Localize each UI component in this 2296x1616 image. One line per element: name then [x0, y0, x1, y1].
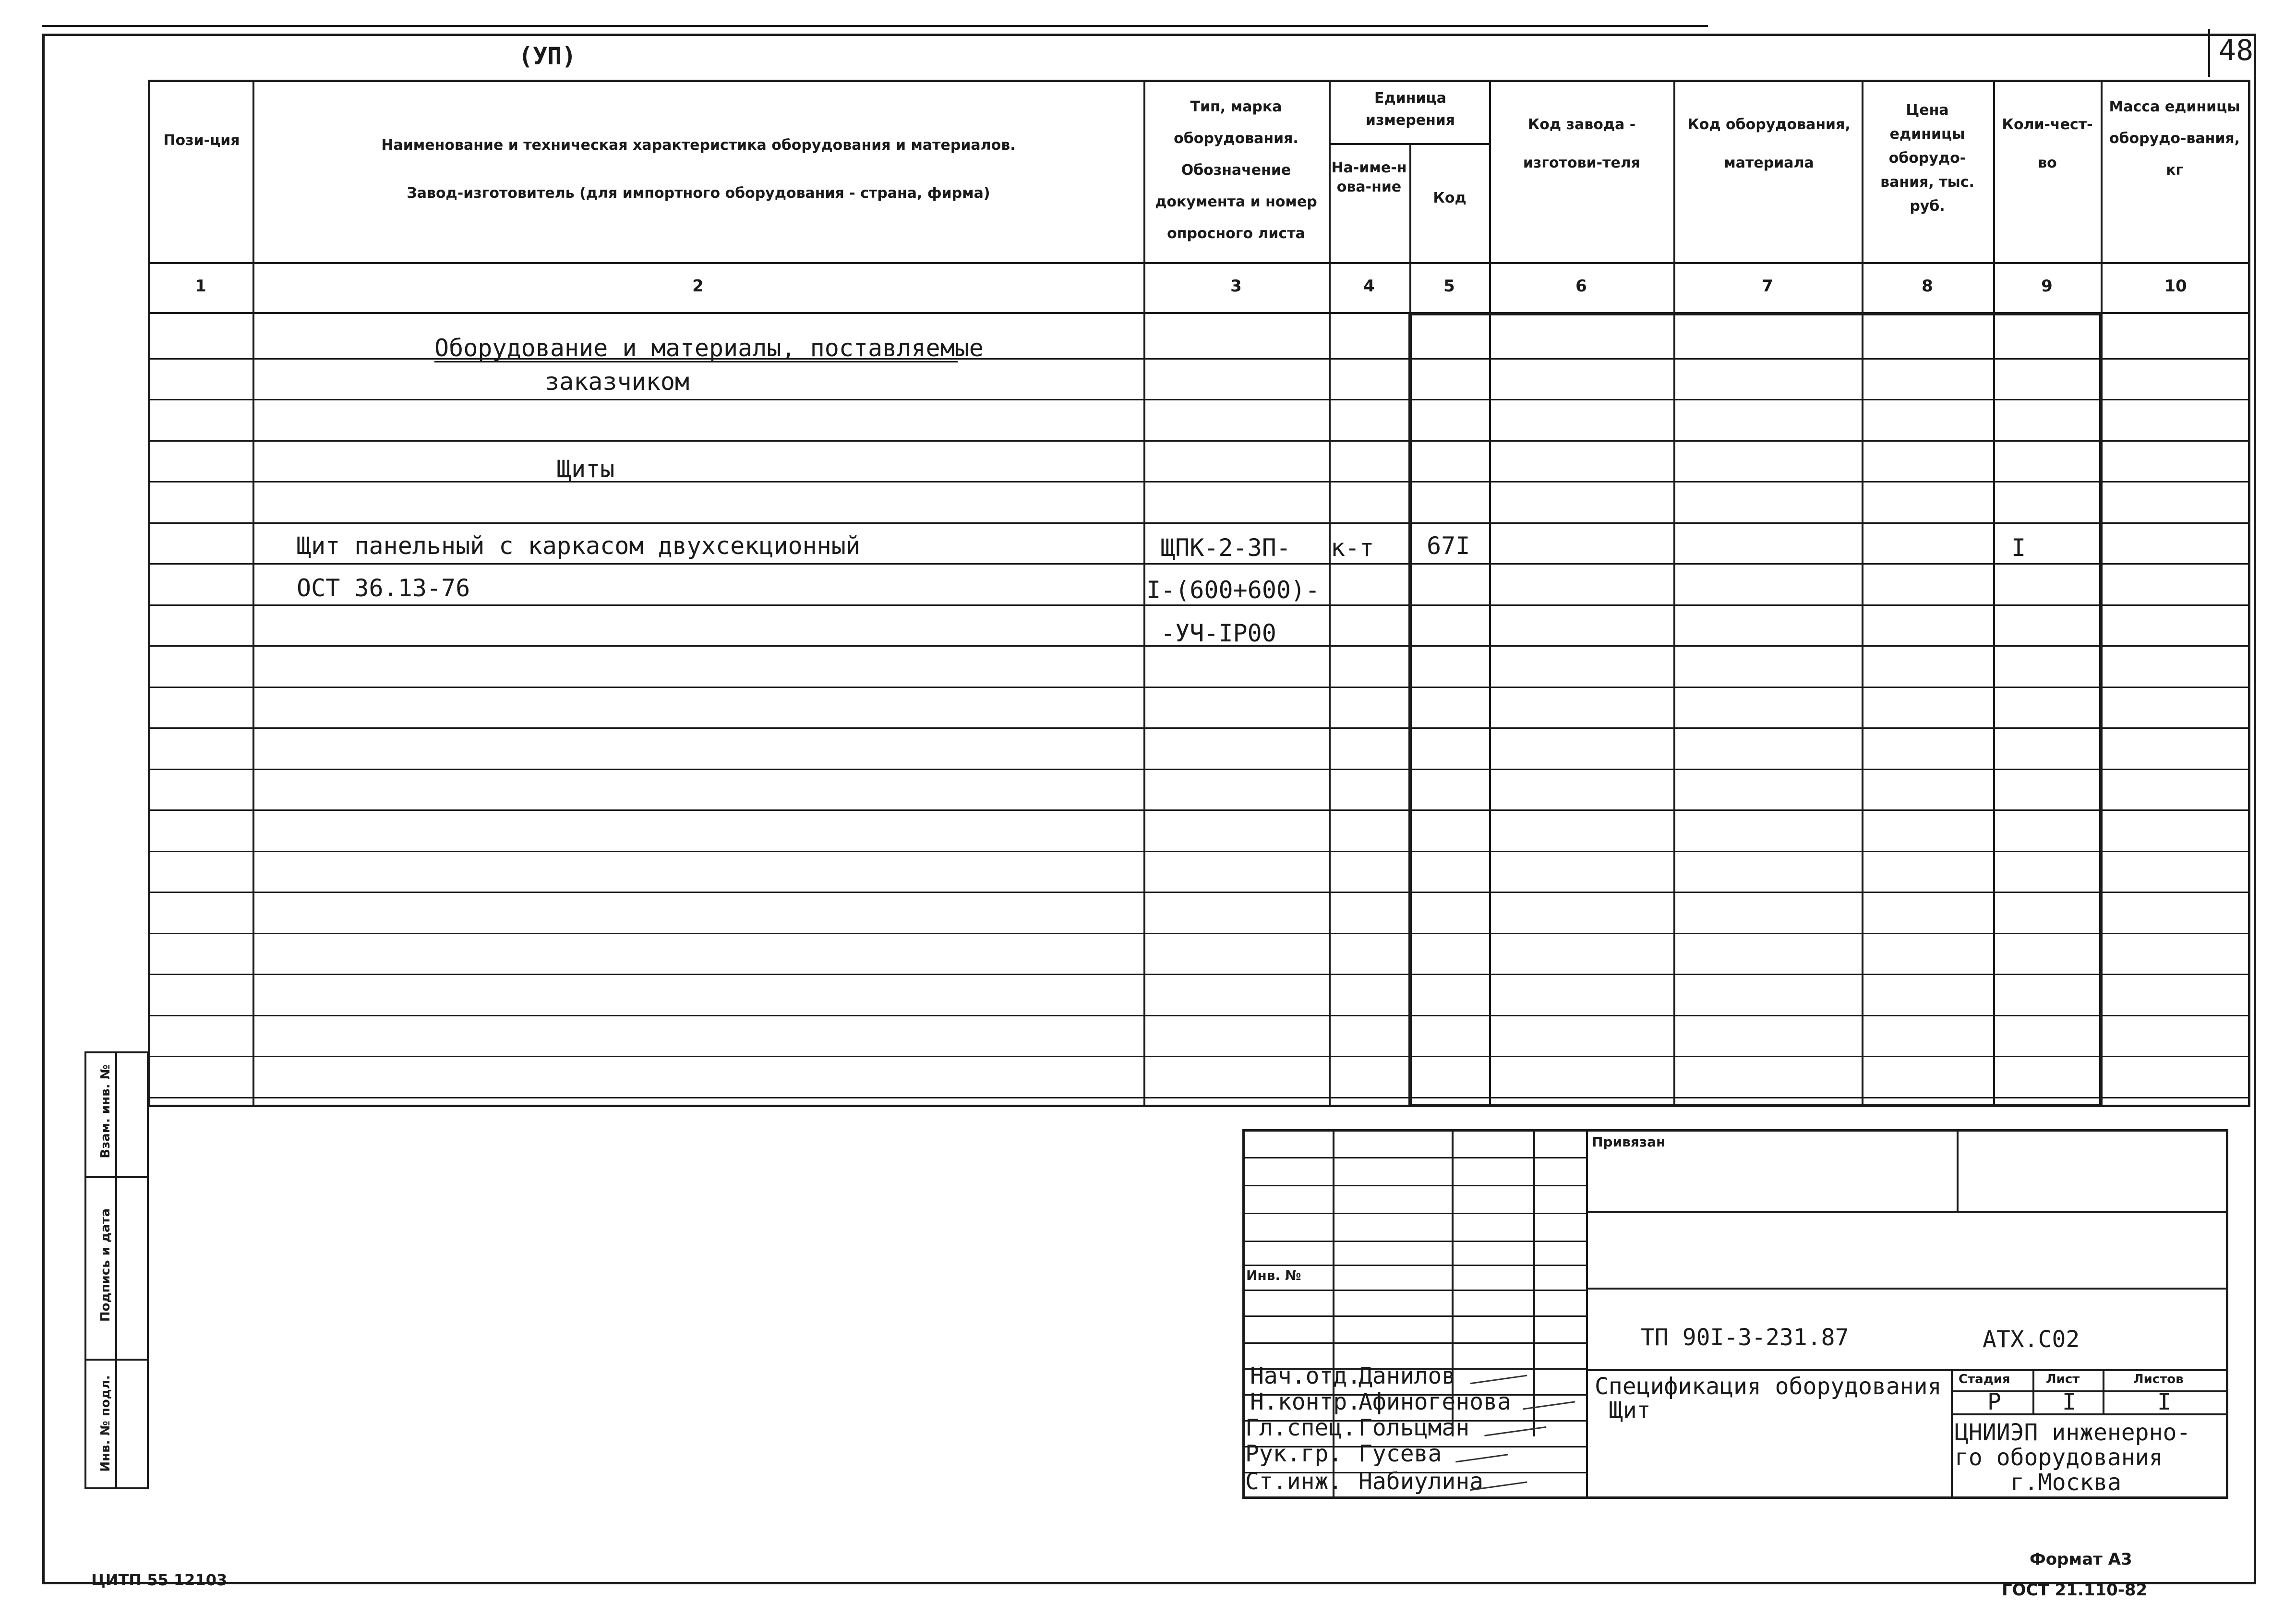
cols-5-9-box: [1408, 312, 2103, 1107]
tb-right-bound-divider: [1957, 1129, 1959, 1211]
item-unit: к-т: [1331, 534, 1374, 562]
title-block-left-row-line: [1242, 1290, 1586, 1291]
sig-name-5: Набиулина: [1358, 1468, 1484, 1495]
body-row-line: [148, 522, 2250, 524]
title-block-left-row-line: [1242, 1241, 1586, 1242]
title-block-left-row-line: [1242, 1185, 1586, 1186]
item-name-line1: Щит панельный с каркасом двухсекционный: [297, 532, 860, 560]
title-block-left-row-line: [1242, 1342, 1586, 1344]
printer-mark: ЦИТП 55 12103: [91, 1571, 228, 1589]
side-sign-date: Подпись и дата: [98, 1208, 113, 1322]
unit-group-line: [1329, 143, 1489, 145]
org-line1: ЦНИИЭП инженерно-: [1955, 1419, 2191, 1446]
colnum-5: 5: [1443, 277, 1455, 296]
side-stamp-line-1: [84, 1176, 149, 1178]
item-quantity: I: [2011, 534, 2026, 562]
sheets-value: I: [2157, 1388, 2171, 1415]
header-equipment-code: Код оборудования, материала: [1687, 116, 1851, 171]
sig-role-3: Гл.спец.: [1245, 1414, 1357, 1441]
side-stamp-divider: [115, 1051, 117, 1489]
header-factory-code: Код завода - изготови-теля: [1523, 116, 1641, 171]
body-row-line: [148, 1097, 2250, 1098]
colnum-10: 10: [2164, 277, 2187, 296]
sig-role-5: Ст.инж.: [1245, 1468, 1343, 1495]
header-name-line2: Завод-изготовитель (для импортного оборудования - страна, фирма): [407, 185, 990, 202]
body-row-line: [148, 892, 2250, 893]
sig-name-1: Данилов: [1358, 1363, 1456, 1389]
colnum-7: 7: [1762, 277, 1773, 296]
item-unit-code: 67I: [1427, 532, 1470, 560]
body-row-line: [148, 687, 2250, 688]
group-title: Щиты: [557, 455, 615, 483]
item-type-line1: ЩПК-2-3П-: [1161, 534, 1291, 562]
body-row-line: [148, 440, 2250, 442]
col-line-2: [1143, 80, 1145, 1107]
header-mass: Масса единицы оборудо-вания, кг: [2109, 98, 2240, 179]
org-line3: г.Москва: [2010, 1469, 2122, 1496]
header-position: Пози-ция: [163, 132, 240, 149]
header-unit-code: Код: [1433, 190, 1467, 206]
sig-name-3: Гольцман: [1358, 1414, 1470, 1441]
body-row-line: [148, 727, 2250, 729]
col-line-3: [1329, 80, 1331, 1107]
stage-value: Р: [1987, 1388, 2001, 1415]
body-row-line: [148, 563, 2250, 565]
body-row-line: [148, 933, 2250, 934]
colnum-1: 1: [195, 277, 206, 296]
item-type-line2: I-(600+600)-: [1146, 576, 1320, 604]
body-row-line: [148, 851, 2250, 852]
colnum-3: 3: [1230, 277, 1242, 296]
doc-title-line1: Спецификация оборудования: [1595, 1373, 1942, 1400]
side-replace-inv: Взам. инв. №: [98, 1064, 113, 1158]
body-row-line: [148, 974, 2250, 975]
title-block-right-row-line: [1586, 1211, 2228, 1213]
sig-role-4: Рук.гр.: [1245, 1440, 1343, 1467]
sheet-value: I: [2062, 1388, 2076, 1415]
sig-role-1: Нач.отд.: [1250, 1363, 1361, 1389]
title-block-left-row-line: [1242, 1213, 1586, 1214]
page-number: 48: [2219, 34, 2254, 67]
item-type-line3: -УЧ-IР00: [1161, 619, 1276, 647]
side-inv-orig: Инв. № подл.: [98, 1375, 113, 1472]
colnum-6: 6: [1575, 277, 1587, 296]
body-row-line: [148, 809, 2250, 811]
title-block-left-row-line: [1242, 1157, 1586, 1158]
gost-label: ГОСТ 21.110-82: [2002, 1580, 2148, 1600]
inv-label: Инв. №: [1246, 1267, 1301, 1283]
tb-left-col-3: [1533, 1129, 1535, 1436]
doc-mark: АТХ.С02: [1983, 1326, 2080, 1353]
title-block-right-row-line: [1586, 1369, 2228, 1371]
top-rule: [42, 25, 1708, 27]
colnum-8: 8: [1922, 277, 1933, 296]
body-row-line: [148, 604, 2250, 606]
stage-label: Стадия: [1959, 1372, 2010, 1387]
title-block-left-row-line: [1242, 1315, 1586, 1317]
sheets-label: Листов: [2133, 1372, 2184, 1387]
title-block-right-row-line: [1586, 1288, 2228, 1290]
org-line2: го оборудования: [1955, 1444, 2163, 1471]
colnum-2: 2: [692, 277, 704, 296]
header-quantity: Коли-чест-во: [2002, 116, 2093, 171]
doc-title-line2: Щит: [1609, 1397, 1651, 1424]
colnum-9: 9: [2041, 277, 2053, 296]
header-unit-name: На-име-нова-ние: [1331, 159, 1407, 195]
section-title-underline: [434, 361, 958, 362]
header-unit-group: Единица измерения: [1365, 90, 1455, 129]
section-title-line1: Оборудование и материалы, поставляемые: [434, 334, 984, 362]
title-block-left-row-line: [1242, 1265, 1586, 1266]
header-name-line1: Наименование и техническая характеристика оборудования и материалов.: [381, 137, 1016, 154]
body-row-line: [148, 1056, 2250, 1057]
tb-left-col-4: [1586, 1129, 1588, 1499]
colnum-4: 4: [1363, 277, 1375, 296]
sig-role-2: Н.контр.: [1250, 1388, 1361, 1415]
header-type: Тип, марка оборудования. Обозначение документа и номер опросного листа: [1155, 98, 1317, 242]
section-title-line2: заказчиком: [545, 368, 690, 396]
item-name-line2: ОСТ 36.13-76: [297, 574, 470, 602]
doc-code: ТП 90I-3-231.87: [1641, 1324, 1849, 1351]
body-row-line: [148, 769, 2250, 770]
header-bottom-line: [148, 262, 2250, 264]
sig-name-2: Афиногенова: [1358, 1388, 1511, 1415]
tb-right-stage-divider: [1951, 1369, 1953, 1499]
body-row-line: [148, 1015, 2250, 1016]
bound-label: Привязан: [1592, 1134, 1666, 1150]
body-row-line: [148, 399, 2250, 400]
col-line-1: [252, 80, 254, 1107]
body-row-line: [148, 481, 2250, 482]
side-stamp-line-2: [84, 1359, 149, 1361]
format-label: Формат А3: [2030, 1550, 2132, 1569]
sig-name-4: Гусева: [1358, 1440, 1442, 1467]
sheet-label: Лист: [2046, 1372, 2080, 1387]
section-mark: (УП): [518, 42, 577, 70]
header-price: Цена единицы оборудо-вания, тыс. руб.: [1880, 102, 1974, 215]
page-number-divider: [2208, 29, 2210, 77]
